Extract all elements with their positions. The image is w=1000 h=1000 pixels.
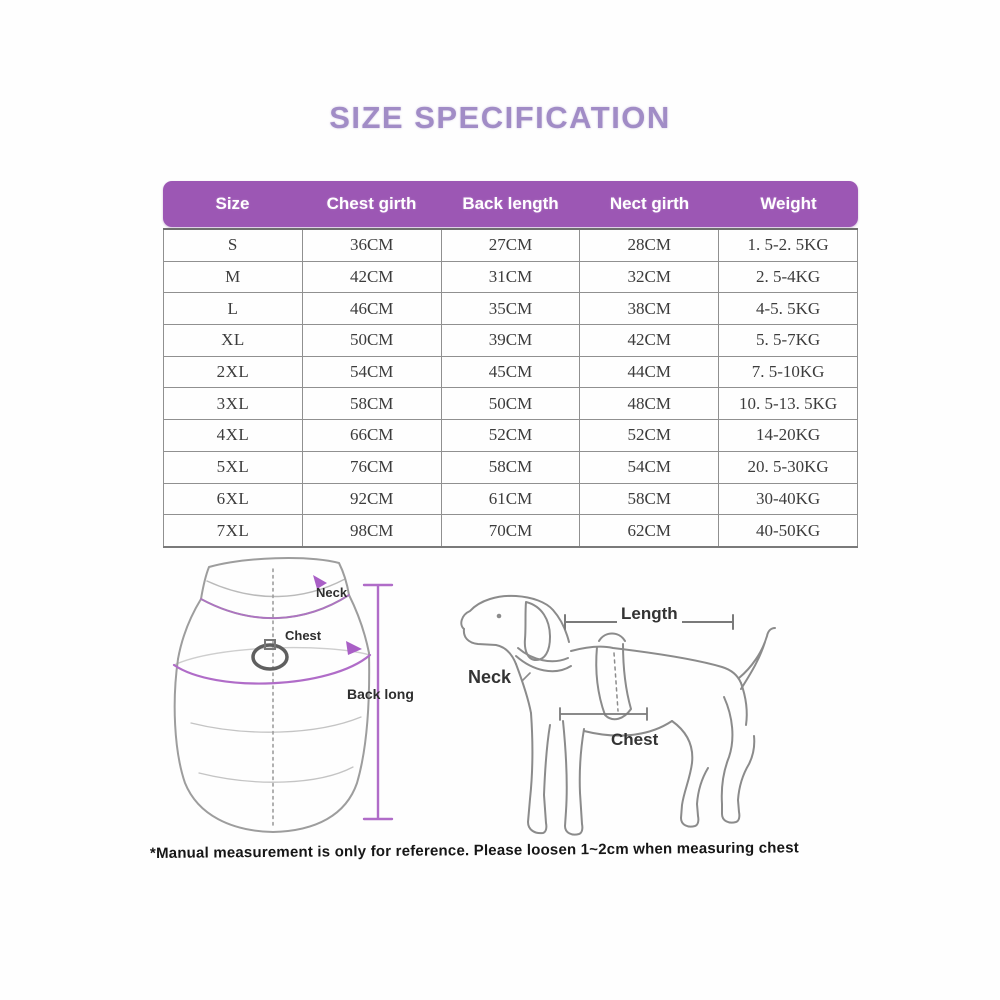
header-back-length: Back length [462, 194, 559, 213]
table-row [164, 451, 858, 483]
value-cell: 58CM [580, 483, 719, 515]
value-cell: 62CM [580, 515, 719, 547]
dog-hind-leg-near [672, 721, 708, 827]
dog-tail [739, 628, 775, 689]
value-cell: 7. 5-10KG [719, 356, 858, 388]
value-cell: 39CM [441, 325, 580, 357]
table-row [164, 420, 858, 452]
value-cell: 45CM [441, 356, 580, 388]
table-row [164, 356, 858, 388]
table-row [164, 388, 858, 420]
value-cell: 1. 5-2. 5KG [719, 229, 858, 261]
value-cell: 54CM [302, 356, 441, 388]
header-weight: Weight [760, 194, 817, 213]
dog-harness-dashed [614, 653, 618, 711]
value-cell: 40-50KG [719, 515, 858, 547]
value-cell: 66CM [302, 420, 441, 452]
dog-eye [497, 614, 502, 619]
value-cell: 44CM [580, 356, 719, 388]
table-row [164, 483, 858, 515]
dog-collar [516, 648, 571, 671]
table-row [164, 229, 858, 261]
vest-seams [191, 717, 361, 782]
table-row [164, 293, 858, 325]
value-cell: 52CM [441, 420, 580, 452]
size-cell: S [164, 229, 303, 261]
size-table-grid [163, 228, 858, 548]
dog-hind-leg-far [722, 697, 755, 823]
value-cell: 42CM [580, 325, 719, 357]
vest-chest-ellipse-top [174, 648, 370, 665]
value-cell: 20. 5-30KG [719, 451, 858, 483]
value-cell: 30-40KG [719, 483, 858, 515]
value-cell: 10. 5-13. 5KG [719, 388, 858, 420]
size-cell: 5XL [164, 451, 303, 483]
value-cell: 31CM [441, 261, 580, 293]
table-row [164, 515, 858, 547]
header-chest-girth: Chest girth [326, 194, 417, 213]
page-title: SIZE SPECIFICATION [329, 100, 671, 135]
vest-chest-label: Chest [285, 628, 322, 643]
dog-length-label: Length [617, 604, 682, 624]
dog-chest-front [516, 664, 531, 713]
size-table-header [163, 181, 858, 227]
header-size: Size [215, 194, 250, 213]
value-cell: 5. 5-7KG [719, 325, 858, 357]
dog-neck-label: Neck [468, 667, 512, 687]
value-cell: 92CM [302, 483, 441, 515]
size-cell: M [164, 261, 303, 293]
value-cell: 50CM [441, 388, 580, 420]
value-cell: 58CM [302, 388, 441, 420]
value-cell: 48CM [580, 388, 719, 420]
value-cell: 61CM [441, 483, 580, 515]
size-cell: L [164, 293, 303, 325]
value-cell: 36CM [302, 229, 441, 261]
vest-neck-label: Neck [316, 585, 348, 600]
dog-front-leg-far [563, 721, 584, 835]
measurement-footnote: *Manual measurement is only for reference. Please loosen 1~2cm when measuring chest [149, 839, 799, 862]
vest-body [175, 653, 370, 832]
dog-neck-pointer [522, 673, 530, 681]
value-cell: 35CM [441, 293, 580, 325]
size-cell: 6XL [164, 483, 303, 515]
size-cell: 7XL [164, 515, 303, 547]
value-cell: 52CM [580, 420, 719, 452]
value-cell: 14-20KG [719, 420, 858, 452]
dog-head [461, 596, 569, 642]
value-cell: 28CM [580, 229, 719, 261]
dog-chest-label: Chest [611, 730, 659, 749]
value-cell: 4-5. 5KG [719, 293, 858, 325]
table-row [164, 261, 858, 293]
value-cell: 32CM [580, 261, 719, 293]
size-cell: 3XL [164, 388, 303, 420]
value-cell: 2. 5-4KG [719, 261, 858, 293]
back-length-label: Back long [347, 686, 414, 702]
value-cell: 58CM [441, 451, 580, 483]
size-table-body [164, 229, 858, 547]
table-row [164, 325, 858, 357]
value-cell: 76CM [302, 451, 441, 483]
value-cell: 38CM [580, 293, 719, 325]
value-cell: 98CM [302, 515, 441, 547]
dog-jaw [464, 629, 516, 664]
dog-harness-handle [599, 634, 625, 642]
size-table [163, 181, 858, 548]
dog-front-leg-near [528, 713, 550, 833]
value-cell: 70CM [441, 515, 580, 547]
value-cell: 50CM [302, 325, 441, 357]
value-cell: 27CM [441, 229, 580, 261]
size-cell: 2XL [164, 356, 303, 388]
value-cell: 54CM [580, 451, 719, 483]
size-cell: XL [164, 325, 303, 357]
header-neck-girth: Nect girth [609, 194, 690, 213]
size-cell: 4XL [164, 420, 303, 452]
dog-ear [525, 602, 550, 660]
value-cell: 46CM [302, 293, 441, 325]
value-cell: 42CM [302, 261, 441, 293]
